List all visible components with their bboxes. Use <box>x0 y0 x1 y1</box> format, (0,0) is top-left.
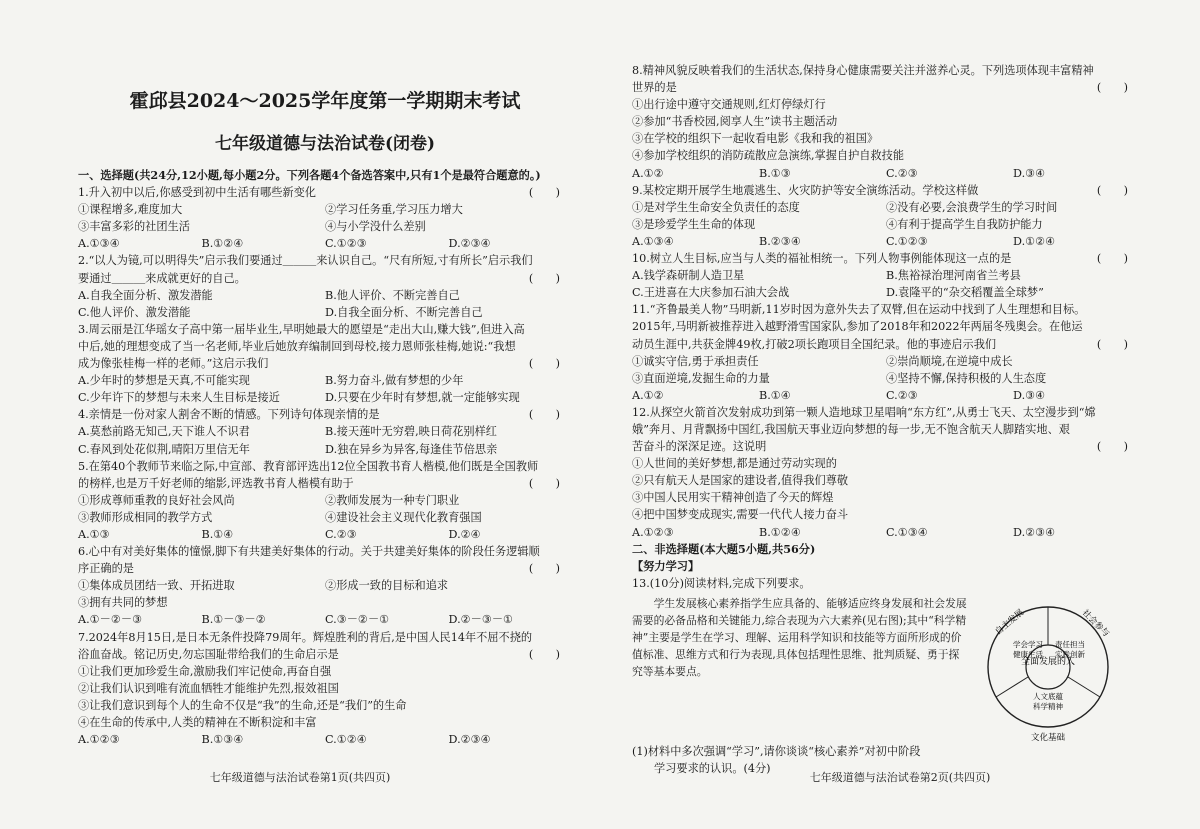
option: ④坚持不懈,保持积极的人生态度 <box>886 371 1047 385</box>
choice-b: B.他人评价、不断完善自己 <box>325 288 460 302</box>
choice-c: C.②③ <box>886 388 918 402</box>
question-6 <box>78 543 572 628</box>
question-13-stem: 13.(10分)阅读材料,完成下列要求。 <box>632 576 811 590</box>
choice-d: D.自我全面分析、不断完善自己 <box>325 305 483 319</box>
diagram-outer-bottom: 文化基础 <box>1030 732 1066 743</box>
section-tag: 【努力学习】 <box>632 558 700 573</box>
choice-d: D.①②④ <box>1013 234 1056 248</box>
section-heading-1: 一、选择题(共24分,12小题,每小题2分。下列各题4个备选答案中,只有1个是最符合题意的。) <box>78 168 541 182</box>
option: ③在学校的组织下一起收看电影《我和我的祖国》 <box>632 132 879 146</box>
question-stem: 1.升入初中以后,你感受到初中生活有哪些新变化 <box>78 186 316 200</box>
choice-a: A.莫愁前路无知己,天下谁人不识君 <box>78 425 250 439</box>
diagram-outer-left: 自主发展 <box>993 607 1026 638</box>
choice-b: B.努力奋斗,做有梦想的少年 <box>325 374 464 388</box>
diagram-segment: 健康生活 <box>1013 649 1043 659</box>
choice-c: C.③－②－① <box>325 613 390 627</box>
question-stem: 苦奋斗的深深足迹。这说明 <box>632 440 767 454</box>
core-literacy-diagram <box>978 595 1118 743</box>
page-right <box>600 0 1200 829</box>
answer-paren: ( ) <box>528 562 560 576</box>
option: ①课程增多,难度加大 <box>78 203 183 217</box>
choice-d: D.②③④ <box>1013 525 1056 539</box>
option: ④把中国梦变成现实,需要一代代人接力奋斗 <box>632 508 849 522</box>
question-11 <box>632 301 1140 404</box>
choice-d: D.独在异乡为异客,每逢佳节倍思亲 <box>325 442 498 456</box>
question-stem: 10.树立人生目标,应当与人类的福祉相统一。下列人物事例能体现这一点的是 <box>632 252 1012 266</box>
option: ②只有航天人是国家的建设者,值得我们尊敬 <box>632 474 849 488</box>
choice-d: D.②－③－① <box>448 613 514 627</box>
choice-a: A.钱学森研制人造卫星 <box>632 269 745 283</box>
option: ③拥有共同的梦想 <box>78 596 168 610</box>
choice-a: A.少年时的梦想是天真,不可能实现 <box>78 374 250 388</box>
diagram-segment: 学会学习 <box>1013 639 1043 649</box>
choice-c: C.他人评价、激发潜能 <box>78 305 191 319</box>
option: ④参加学校组织的消防疏散应急演练,掌握自护自救技能 <box>632 149 905 163</box>
question-stem: 娥”奔月、月背飘扬中国红,我国航天事业迈向梦想的每一步,无不饱含航天人脚踏实地、艰 <box>632 422 1070 436</box>
question-stem: 3.周云丽是江华瑶女子高中第一届毕业生,早明她最大的愿望是“走出大山,赚大钱”,但进入高 <box>78 322 525 336</box>
diagram-segment: 科学精神 <box>1033 701 1063 711</box>
question-stem: 的榜样,也是万千好老师的缩影,评选教书育人楷模有助于 <box>78 476 354 490</box>
choice-b: B.①④ <box>759 388 791 402</box>
reading-material <box>632 595 1140 743</box>
choice-a: A.①② <box>632 166 664 180</box>
answer-paren: ( ) <box>1096 337 1128 351</box>
question-13-part-1: (1)材料中多次强调“学习”,请你谈谈“核心素养”对初中阶段 <box>632 744 921 758</box>
question-stem: 12.从探空火箭首次发射成功到第一颗人造地球卫星唱响“东方红”,从勇士飞天、太空漫步到“嫦 <box>632 405 1096 419</box>
question-stem: 7.2024年8月15日,是日本无条件投降79周年。辉煌胜利的背后,是中国人民14年不屈不挠的 <box>78 630 533 644</box>
choice-a: A.①③④ <box>78 237 120 251</box>
option: ①是对学生生命安全负责任的态度 <box>632 200 800 214</box>
choice-b: B.①④ <box>201 527 234 541</box>
option: ①出行途中遵守交通规则,红灯停绿灯行 <box>632 98 826 112</box>
option: ③直面逆境,发掘生命的力量 <box>632 371 770 385</box>
question-stem: 动员生涯中,共获金牌49枚,打破2项长跑项目全国纪录。他的事迹启示我们 <box>632 337 997 351</box>
exam-title: 霍邱县2024～2025学年度第一学期期末考试 <box>129 90 521 112</box>
choice-a: A.①③④ <box>632 234 674 248</box>
choice-c: C.①③④ <box>886 525 928 539</box>
choice-c: C.春风到处花似荆,晴阳万里信无年 <box>78 442 250 456</box>
option: ④有利于提高学生自我防护能力 <box>886 217 1043 231</box>
option: ①让我们更加珍爱生命,激励我们牢记使命,再奋自强 <box>78 664 332 678</box>
option: ②形成一致的目标和追求 <box>325 579 449 593</box>
choice-a: A.①②③ <box>78 733 120 747</box>
choice-d: D.③④ <box>1013 166 1046 180</box>
page-footer: 七年级道德与法治试卷第1页(共四页) <box>209 771 391 784</box>
option: ③中国人民用实干精神创造了今天的辉煌 <box>632 491 834 505</box>
choice-a: A.①②③ <box>632 525 674 539</box>
answer-paren: ( ) <box>528 271 560 285</box>
answer-paren: ( ) <box>1096 183 1128 197</box>
choice-b: B.接天莲叶无穷碧,映日荷花别样红 <box>325 425 497 439</box>
answer-paren: ( ) <box>528 476 560 490</box>
option: ③丰富多彩的社团生活 <box>78 220 190 234</box>
question-4 <box>78 406 572 457</box>
question-stem: 世界的是 <box>632 81 677 95</box>
question-stem: 2.“以人为镜,可以明得失”启示我们要通过＿＿＿来认识自己。“尺有所短,寸有所长”启示我们 <box>78 254 533 268</box>
option: ④与小学没什么差别 <box>325 220 426 234</box>
answer-paren: ( ) <box>528 357 560 371</box>
question-7 <box>78 629 572 749</box>
answer-paren: ( ) <box>1096 81 1128 95</box>
option: ②让我们认识到唯有流血牺牲才能维护先烈,报效祖国 <box>78 681 339 695</box>
choice-d: D.②④ <box>448 527 481 541</box>
option: ②学习任务重,学习压力增大 <box>325 203 463 217</box>
question-stem: 5.在第40个教师节来临之际,中宣部、教育部评选出12位全国教书育人楷模,他们既是全国教师 <box>78 459 539 473</box>
answer-paren: ( ) <box>1096 440 1128 454</box>
choice-c: C.②③ <box>325 527 357 541</box>
question-stem: 成为像张桂梅一样的老师。”这启示我们 <box>78 357 269 371</box>
option: ②崇尚顺境,在逆境中成长 <box>886 354 1013 368</box>
choice-b: B.①②④ <box>201 237 244 251</box>
choice-b: B.①－③－② <box>201 613 266 627</box>
diagram-outer-right: 社会参与 <box>1079 607 1112 640</box>
question-stem: 要通过＿＿＿来成就更好的自己。 <box>78 271 246 285</box>
choice-c: C.②③ <box>886 166 918 180</box>
question-3 <box>78 321 572 406</box>
answer-paren: ( ) <box>528 408 560 422</box>
answer-paren: ( ) <box>528 647 560 661</box>
option: ①人世间的美好梦想,都是通过劳动实现的 <box>632 457 837 471</box>
section-heading-2: 二、非选择题(本大题5小题,共56分) <box>632 541 816 556</box>
diagram-segment: 责任担当 <box>1055 639 1085 649</box>
choice-c: C.少年许下的梦想与未来人生目标是接近 <box>78 391 280 405</box>
choice-c: C.①②③ <box>886 234 928 248</box>
question-2 <box>78 252 572 320</box>
question-stem: 浴血奋战。铭记历史,勿忘国耻带给我们的生命启示是 <box>78 647 339 661</box>
question-stem: 中后,她的理想变成了当一名老师,毕业后她放弃编制回到母校,接力恩师张桂梅,她说:“我想 <box>78 339 516 353</box>
page-footer: 七年级道德与法治试卷第2页(共四页) <box>809 771 991 784</box>
question-stem: 8.精神风貌反映着我们的生活状态,保持身心健康需要关注并滋养心灵。下列选项体现丰富精神 <box>632 64 1094 77</box>
question-stem: 11.“齐鲁最美人物”马明新,11岁时因为意外失去了双臂,但在运动中找到了人生理想和目标。 <box>632 303 1086 317</box>
choice-a: A.①② <box>632 388 664 402</box>
option: ③教师形成相同的教学方式 <box>78 510 213 524</box>
question-stem: 4.亲情是一份对家人割舍不断的情感。下列诗句体现亲情的是 <box>78 408 380 422</box>
question-5 <box>78 458 572 543</box>
question-1 <box>78 184 572 252</box>
question-stem: 序正确的是 <box>78 562 134 576</box>
option: ②教师发展为一种专门职业 <box>325 493 460 507</box>
option: ③是珍爱学生生命的体现 <box>632 217 756 231</box>
answer-paren: ( ) <box>528 186 560 200</box>
diagram-segment: 人文底蕴 <box>1033 691 1063 701</box>
choice-d: D.③④ <box>1013 388 1046 402</box>
question-stem: 2015年,马明新被推荐进入越野滑雪国家队,参加了2018年和2022年两届冬残奥会。在他运 <box>632 320 1083 334</box>
choice-d: D.②③④ <box>448 733 491 747</box>
question-10 <box>632 250 1140 301</box>
option: ④建设社会主义现代化教育强国 <box>325 510 482 524</box>
choice-d: D.袁隆平的“杂交稻覆盖全球梦” <box>886 286 1044 300</box>
answer-paren: ( ) <box>1096 252 1128 266</box>
choice-a: A.①③ <box>78 527 110 541</box>
material-text: 学生发展核心素养指学生应具备的、能够适应终身发展和社会发展需要的必备品格和关键能力,综合表现为六大素养(见右图);其中“科学精神”主要是学生在学习、理解、运用科学知识和技能等方面所形成的价值标准、思维方式和行为表现,具体包括理性思维、批判质疑、勇于探究等基本要点。 <box>632 596 967 678</box>
choice-d: D.只要在少年时有梦想,就一定能够实现 <box>325 391 520 405</box>
question-stem: 6.心中有对美好集体的憧憬,脚下有共建美好集体的行动。关于共建美好集体的阶段任务逻辑顺 <box>78 545 540 559</box>
option: ④在生命的传承中,人类的精神在不断积淀和丰富 <box>78 716 317 729</box>
choice-b: B.焦裕禄治理河南省兰考县 <box>886 269 1021 283</box>
choice-d: D.②③④ <box>448 237 491 251</box>
option: ②参加“书香校园,阅享人生”读书主题活动 <box>632 115 838 129</box>
question-stem: 9.某校定期开展学生地震逃生、火灾防护等安全演练活动。学校这样做 <box>632 183 979 197</box>
option: ①集体成员团结一致、开拓进取 <box>78 579 235 593</box>
diagram-center-label: 全面发展的人 <box>1020 656 1076 667</box>
question-9 <box>632 182 1140 250</box>
exam-subtitle: 七年级道德与法治试卷(闭卷) <box>214 134 436 154</box>
option: ①诚实守信,勇于承担责任 <box>632 354 759 368</box>
option: ②没有必要,会浪费学生的学习时间 <box>886 200 1058 214</box>
choice-a: A.自我全面分析、激发潜能 <box>78 288 213 302</box>
diagram-segment: 实践创新 <box>1055 649 1085 659</box>
option: ③让我们意识到每个人的生命不仅是“我”的生命,还是“我们”的生命 <box>78 698 407 712</box>
choice-a: A.①－②－③ <box>78 613 143 627</box>
option: ①形成尊师重教的良好社会风尚 <box>78 493 235 507</box>
choice-c: C.王进喜在大庆参加石油大会战 <box>632 286 790 300</box>
question-8 <box>632 62 1140 182</box>
choice-b: B.①③ <box>759 166 791 180</box>
choice-b: B.①②④ <box>759 525 801 539</box>
question-13-part-1-cont: 学习要求的认识。(4分) <box>654 762 771 775</box>
choice-b: B.②③④ <box>759 234 801 248</box>
choice-c: C.①②④ <box>325 733 367 747</box>
choice-b: B.①③④ <box>201 733 244 747</box>
question-12 <box>632 404 1140 541</box>
choice-c: C.①②③ <box>325 237 367 251</box>
